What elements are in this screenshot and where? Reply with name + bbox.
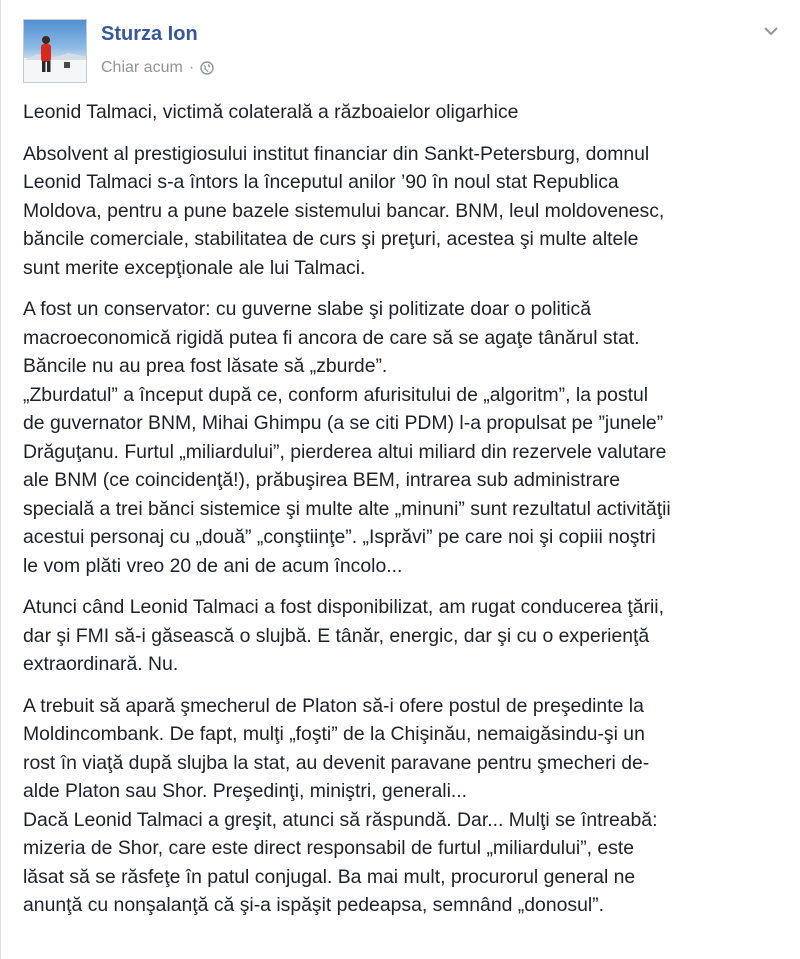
post-line: le vom plăti vreo 20 de ani de acum încolo... xyxy=(23,554,403,577)
post-paragraph-3 xyxy=(23,295,793,580)
post-line: Băncile nu au prea fost lăsate să „zburde”. xyxy=(23,355,388,377)
post-line: Drăguţanu. Furtul „miliardului”, pierderea altui miliard din rezervele valutare xyxy=(23,440,667,463)
author-name[interactable]: Sturza Ion xyxy=(101,23,198,45)
post-line: băncile comerciale, stabilitatea de curs şi preţuri, acestea şi multe altele xyxy=(23,228,639,250)
avatar-photo xyxy=(24,20,87,83)
post-line: rost în viaţă după slujba la stat, au devenit paravane pentru şmecheri de- xyxy=(23,751,650,774)
post-line: mizeria de Shor, care este direct responsabil de furtul „miliardului”, este xyxy=(23,837,635,859)
post-line: extraordinară. Nu. xyxy=(23,653,179,675)
post-line: A fost un conservator: cu guverne slabe şi politizate doar o politică xyxy=(23,298,592,320)
post-line: acestui personaj cu „două” „conştiinţe”. „Isprăvi” pe care noi şi copiii noştri xyxy=(23,526,656,548)
post-content xyxy=(23,98,793,920)
post-line: anunţă cu nonşalanţă că şi-a ispăşit pedeapsa, semnând „donosul”. xyxy=(23,894,605,916)
post-line: Leonid Talmaci, victimă colaterală a războaielor oligarhice xyxy=(23,101,519,123)
post-line: ale BNM (ce coincidenţă!), prăbuşirea BEM, intrarea sub administrare xyxy=(23,469,621,491)
post-line: Moldincombank. De fapt, mulţi „foşti” de la Chişinău, nemaigăsindu-şi un xyxy=(23,723,645,745)
avatar[interactable] xyxy=(23,19,87,83)
post-line: A trebuit să apară şmecherul de Platon să-i ofere postul de preşedinte la xyxy=(23,694,644,717)
post-line: de guvernator BNM, Mihai Ghimpu (a se citi PDM) l-a propulsat pe ”junele” xyxy=(23,412,664,434)
post-line: dar şi FMI să-i găsească o slujbă. E tânăr, energic, dar şi cu o experienţă xyxy=(23,624,650,647)
post-paragraph-4 xyxy=(23,593,793,679)
post-line: specială a trei bănci sistemice şi multe alte „minuni” sunt rezultatul activităţii xyxy=(23,497,671,520)
post-meta xyxy=(101,59,214,77)
chevron-down-icon[interactable] xyxy=(760,20,782,42)
post-line: Dacă Leonid Talmaci a greşit, atunci să răspundă. Dar... Mulţi se întreabă: xyxy=(23,808,658,831)
post-line: „Zburdatul” a început după ce, conform afurisitului de „algoritm”, la postul xyxy=(23,383,649,406)
post-paragraph-2 xyxy=(23,140,793,283)
post-paragraph-1 xyxy=(23,98,793,127)
post-paragraph-5 xyxy=(23,692,793,920)
post-line: lăsat să se răsfeţe în patul conjugal. Ba mai mult, procurorul general ne xyxy=(23,865,636,888)
globe-icon[interactable] xyxy=(200,61,214,75)
post-line: Atunci când Leonid Talmaci a fost disponibilizat, am rugat conducerea ţării, xyxy=(23,596,664,618)
post-line: sunt merite excepţionale ale lui Talmaci. xyxy=(23,256,366,279)
post-line: alde Platon sau Shor. Preşedinţi, miniştri, generali... xyxy=(23,780,468,802)
meta-separator: · xyxy=(188,59,195,76)
post-line: Absolvent al prestigiosului institut financiar din Sankt-Petersburg, domnul xyxy=(23,142,650,165)
post-line: Moldova, pentru a pune bazele sistemului bancar. BNM, leul moldovenesc, xyxy=(23,199,665,222)
timestamp[interactable]: Chiar acum xyxy=(101,59,183,76)
post-line: macroeconomică rigidă putea fi ancora de care să se agaţe tânărul stat. xyxy=(23,326,640,349)
post-line: Leonid Talmaci s-a întors la începutul anilor ’90 în noul stat Republica xyxy=(23,171,619,193)
